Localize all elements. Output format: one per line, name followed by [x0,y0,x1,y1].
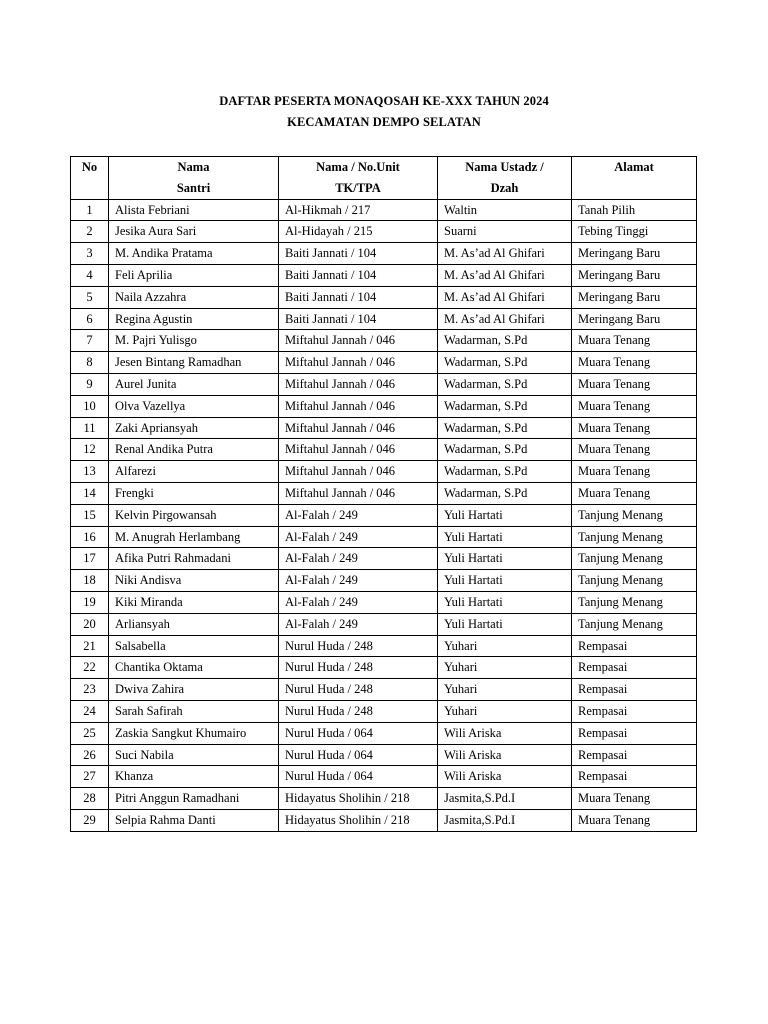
cell-no: 29 [71,809,109,831]
cell-nama: Salsabella [109,635,279,657]
cell-alamat: Muara Tenang [572,439,697,461]
cell-no: 1 [71,199,109,221]
table-row [71,809,697,831]
cell-no: 17 [71,548,109,570]
cell-ustadz: Wili Ariska [438,766,572,788]
cell-nama: Sarah Safirah [109,700,279,722]
table-row [71,722,697,744]
table-row [71,482,697,504]
cell-nama: Jesika Aura Sari [109,221,279,243]
cell-alamat: Muara Tenang [572,352,697,374]
cell-no: 5 [71,286,109,308]
cell-no: 15 [71,504,109,526]
participant-table [70,156,697,832]
cell-unit: Miftahul Jannah / 046 [279,330,438,352]
cell-ustadz: Wadarman, S.Pd [438,352,572,374]
header-ustadz-line2: Dzah [490,180,519,195]
cell-ustadz: Wili Ariska [438,744,572,766]
cell-ustadz: Suarni [438,221,572,243]
table-row [71,766,697,788]
table-row [71,635,697,657]
document-title: DAFTAR PESERTA MONAQOSAH KE-XXX TAHUN 2024 [219,94,549,108]
cell-alamat: Rempasai [572,744,697,766]
cell-alamat: Meringang Baru [572,308,697,330]
cell-ustadz: M. As’ad Al Ghifari [438,264,572,286]
table-row [71,526,697,548]
table-row [71,243,697,265]
cell-nama: Dwiva Zahira [109,679,279,701]
cell-alamat: Meringang Baru [572,243,697,265]
cell-nama: Naila Azzahra [109,286,279,308]
table-row [71,613,697,635]
cell-unit: Baiti Jannati / 104 [279,243,438,265]
cell-ustadz: Yuli Hartati [438,613,572,635]
cell-unit: Nurul Huda / 064 [279,722,438,744]
cell-alamat: Rempasai [572,635,697,657]
cell-alamat: Muara Tenang [572,482,697,504]
cell-nama: Frengki [109,482,279,504]
cell-unit: Baiti Jannati / 104 [279,286,438,308]
cell-unit: Miftahul Jannah / 046 [279,461,438,483]
cell-unit: Al-Falah / 249 [279,526,438,548]
table-row [71,679,697,701]
table-row [71,504,697,526]
cell-no: 11 [71,417,109,439]
cell-ustadz: M. As’ad Al Ghifari [438,286,572,308]
table-row [71,264,697,286]
cell-no: 22 [71,657,109,679]
table-row [71,591,697,613]
cell-nama: Zaskia Sangkut Khumairo [109,722,279,744]
cell-nama: Chantika Oktama [109,657,279,679]
cell-unit: Miftahul Jannah / 046 [279,352,438,374]
cell-ustadz: Jasmita,S.Pd.I [438,809,572,831]
cell-ustadz: Yuhari [438,657,572,679]
cell-no: 6 [71,308,109,330]
cell-no: 24 [71,700,109,722]
cell-no: 13 [71,461,109,483]
cell-ustadz: Yuli Hartati [438,526,572,548]
table-header-row [71,157,697,200]
table-row [71,700,697,722]
cell-alamat: Muara Tenang [572,395,697,417]
table-row [71,395,697,417]
cell-unit: Miftahul Jannah / 046 [279,395,438,417]
cell-nama: Alista Febriani [109,199,279,221]
cell-no: 23 [71,679,109,701]
cell-no: 27 [71,766,109,788]
cell-alamat: Tanjung Menang [572,591,697,613]
cell-unit: Al-Falah / 249 [279,591,438,613]
header-ustadz-line1: Nama Ustadz / [465,160,544,174]
cell-no: 12 [71,439,109,461]
cell-unit: Miftahul Jannah / 046 [279,373,438,395]
cell-ustadz: Wadarman, S.Pd [438,417,572,439]
header-nama-line1: Nama [177,160,210,174]
header-ustadz [438,157,572,200]
cell-nama: M. Pajri Yulisgo [109,330,279,352]
table-row [71,461,697,483]
cell-alamat: Rempasai [572,657,697,679]
cell-nama: Regina Agustin [109,308,279,330]
table-row [71,199,697,221]
cell-nama: Afika Putri Rahmadani [109,548,279,570]
cell-alamat: Tanjung Menang [572,526,697,548]
table-row [71,788,697,810]
cell-unit: Nurul Huda / 248 [279,635,438,657]
cell-nama: Kelvin Pirgowansah [109,504,279,526]
header-no: No [71,157,109,200]
table-row [71,330,697,352]
cell-no: 2 [71,221,109,243]
cell-alamat: Tanah Pilih [572,199,697,221]
cell-unit: Hidayatus Sholihin / 218 [279,809,438,831]
table-row [71,352,697,374]
cell-unit: Nurul Huda / 248 [279,657,438,679]
cell-alamat: Tanjung Menang [572,504,697,526]
cell-alamat: Tanjung Menang [572,570,697,592]
cell-ustadz: Wadarman, S.Pd [438,373,572,395]
cell-alamat: Rempasai [572,700,697,722]
cell-ustadz: Yuli Hartati [438,504,572,526]
cell-nama: Feli Aprilia [109,264,279,286]
cell-ustadz: Wadarman, S.Pd [438,330,572,352]
cell-nama: Zaki Apriansyah [109,417,279,439]
table-row [71,548,697,570]
cell-alamat: Muara Tenang [572,461,697,483]
cell-no: 26 [71,744,109,766]
cell-ustadz: Yuhari [438,635,572,657]
cell-no: 18 [71,570,109,592]
cell-unit: Al-Hidayah / 215 [279,221,438,243]
cell-nama: M. Andika Pratama [109,243,279,265]
cell-ustadz: Wadarman, S.Pd [438,439,572,461]
document-subtitle: KECAMATAN DEMPO SELATAN [287,115,481,129]
cell-unit: Al-Falah / 249 [279,570,438,592]
cell-unit: Al-Falah / 249 [279,504,438,526]
cell-no: 25 [71,722,109,744]
cell-nama: Aurel Junita [109,373,279,395]
cell-nama: Pitri Anggun Ramadhani [109,788,279,810]
cell-nama: Selpia Rahma Danti [109,809,279,831]
cell-no: 20 [71,613,109,635]
table-row [71,221,697,243]
cell-nama: Kiki Miranda [109,591,279,613]
header-alamat: Alamat [572,157,697,200]
cell-unit: Miftahul Jannah / 046 [279,417,438,439]
cell-nama: M. Anugrah Herlambang [109,526,279,548]
cell-alamat: Muara Tenang [572,373,697,395]
cell-ustadz: Wadarman, S.Pd [438,461,572,483]
header-nama [109,157,279,200]
header-unit-line2: TK/TPA [335,180,381,195]
table-row [71,744,697,766]
cell-alamat: Rempasai [572,766,697,788]
cell-unit: Al-Hikmah / 217 [279,199,438,221]
cell-unit: Al-Falah / 249 [279,613,438,635]
cell-no: 9 [71,373,109,395]
header-unit [279,157,438,200]
cell-ustadz: Wadarman, S.Pd [438,482,572,504]
table-body [71,199,697,831]
cell-ustadz: Yuli Hartati [438,548,572,570]
cell-nama: Renal Andika Putra [109,439,279,461]
cell-no: 8 [71,352,109,374]
cell-no: 19 [71,591,109,613]
table-row [71,417,697,439]
cell-ustadz: Jasmita,S.Pd.I [438,788,572,810]
cell-unit: Hidayatus Sholihin / 218 [279,788,438,810]
cell-alamat: Tebing Tinggi [572,221,697,243]
cell-alamat: Muara Tenang [572,330,697,352]
cell-nama: Arliansyah [109,613,279,635]
cell-no: 16 [71,526,109,548]
table-row [71,373,697,395]
table-row [71,308,697,330]
cell-unit: Nurul Huda / 248 [279,679,438,701]
cell-no: 3 [71,243,109,265]
cell-unit: Miftahul Jannah / 046 [279,482,438,504]
table-row [71,439,697,461]
cell-nama: Alfarezi [109,461,279,483]
cell-nama: Niki Andisva [109,570,279,592]
cell-ustadz: Yuhari [438,679,572,701]
cell-ustadz: Yuli Hartati [438,570,572,592]
cell-ustadz: Waltin [438,199,572,221]
cell-alamat: Meringang Baru [572,286,697,308]
cell-ustadz: Wadarman, S.Pd [438,395,572,417]
cell-unit: Baiti Jannati / 104 [279,308,438,330]
cell-nama: Suci Nabila [109,744,279,766]
cell-unit: Nurul Huda / 064 [279,744,438,766]
table-row [71,570,697,592]
cell-alamat: Muara Tenang [572,788,697,810]
cell-ustadz: M. As’ad Al Ghifari [438,243,572,265]
cell-no: 7 [71,330,109,352]
table-row [71,286,697,308]
cell-nama: Khanza [109,766,279,788]
cell-alamat: Rempasai [572,722,697,744]
cell-unit: Nurul Huda / 248 [279,700,438,722]
cell-no: 21 [71,635,109,657]
cell-no: 4 [71,264,109,286]
cell-nama: Jesen Bintang Ramadhan [109,352,279,374]
cell-unit: Baiti Jannati / 104 [279,264,438,286]
cell-alamat: Tanjung Menang [572,548,697,570]
cell-unit: Nurul Huda / 064 [279,766,438,788]
cell-alamat: Muara Tenang [572,809,697,831]
table-row [71,657,697,679]
cell-nama: Olva Vazellya [109,395,279,417]
cell-ustadz: Yuhari [438,700,572,722]
cell-alamat: Tanjung Menang [572,613,697,635]
cell-unit: Al-Falah / 249 [279,548,438,570]
cell-ustadz: Yuli Hartati [438,591,572,613]
cell-unit: Miftahul Jannah / 046 [279,439,438,461]
cell-no: 10 [71,395,109,417]
cell-ustadz: Wili Ariska [438,722,572,744]
cell-ustadz: M. As’ad Al Ghifari [438,308,572,330]
cell-alamat: Meringang Baru [572,264,697,286]
header-nama-line2: Santri [176,180,211,195]
cell-no: 28 [71,788,109,810]
cell-no: 14 [71,482,109,504]
cell-alamat: Rempasai [572,679,697,701]
header-unit-line1: Nama / No.Unit [316,160,400,174]
cell-alamat: Muara Tenang [572,417,697,439]
